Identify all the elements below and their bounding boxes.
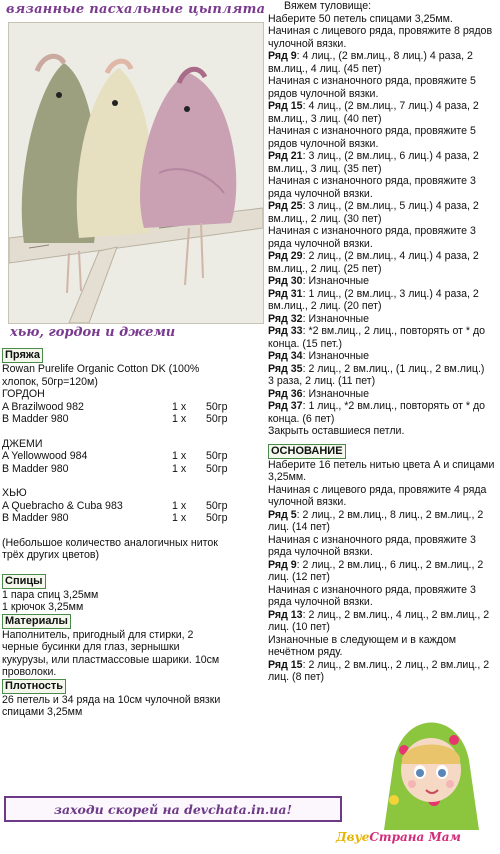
row-number: Ряд 36	[268, 387, 303, 400]
row-number: Ряд 9	[268, 50, 297, 62]
instruction-line	[268, 634, 498, 647]
instruction-text: Закрыть оставшиеся петли.	[268, 425, 405, 437]
instruction-text: Начиная с лицевого ряда, провяжите 4 ряда	[268, 483, 487, 496]
instruction-line	[268, 521, 498, 534]
row-number: Ряд 21	[268, 150, 303, 162]
instruction-line	[268, 459, 498, 472]
instruction-line	[268, 63, 498, 76]
instruction-line	[268, 163, 498, 176]
yarn-header: Пряжа	[2, 348, 43, 363]
instruction-line	[268, 350, 498, 363]
yarn-row: A Yellowwood 984 1 x 50гр	[2, 450, 228, 462]
instruction-line	[268, 546, 498, 559]
instruction-text: 3,25мм.	[268, 471, 307, 483]
instruction-text: Начиная с изнаночного ряда, провяжите 5	[268, 75, 476, 87]
materials-column	[2, 348, 264, 719]
row-number: Ряд 34	[268, 350, 303, 362]
chick-names: хью, гордон и джеми	[10, 325, 176, 340]
instruction-text: вм.лиц., 2 лиц. (30 пет)	[268, 212, 382, 225]
instruction-line	[268, 559, 498, 572]
instruction-line	[268, 238, 498, 251]
yarn-row: B Madder 980 1 x 50гр	[2, 462, 228, 475]
instruction-line	[268, 288, 498, 301]
density-line: спицами 3,25мм	[2, 706, 83, 718]
row-number: Ряд 15	[268, 658, 303, 671]
instruction-line	[268, 113, 498, 126]
logo-part: Двуе	[336, 830, 370, 844]
yarn-row: A Quebracho & Cuba 983 1 x 50гр	[2, 499, 228, 512]
instruction-text: : Изнаночные	[302, 387, 370, 400]
doll-illustration	[364, 700, 496, 830]
materials-line: Наполнитель, пригодный для стирки, 2	[2, 628, 194, 641]
materials-header: Материалы	[2, 614, 71, 629]
instruction-text: : 2 лиц., 2 вм.лиц., 4 лиц., 2 вм.лиц., 2	[302, 608, 490, 621]
instruction-text: : Изнаночные	[302, 275, 370, 287]
instruction-line	[268, 38, 498, 51]
instruction-text: ряда чулочной вязки.	[268, 596, 373, 608]
row-number: Ряд 35	[268, 362, 303, 375]
instructions-column	[268, 0, 498, 684]
instruction-text: Начиная с изнаночного ряда, провяжите 3	[268, 533, 476, 546]
instruction-text: : *2 вм.лиц., 2 лиц., повторять от * до	[302, 325, 486, 337]
instruction-text: Изнаночные в следующем и в каждом	[268, 633, 457, 646]
instruction-text: : 2 лиц., 2 вм.лиц., 8 лиц., 2 вм.лиц., 2	[296, 508, 484, 521]
row-number: Ряд 9	[268, 558, 297, 571]
instruction-text: Начиная с изнаночного ряда, провяжите 5	[268, 125, 476, 137]
instruction-line	[268, 484, 498, 497]
yarn-desc: Rowan Purelife Organic Cotton DK (100%	[2, 363, 200, 375]
instruction-line	[268, 509, 498, 522]
instruction-line	[268, 534, 498, 547]
instruction-line	[268, 88, 498, 101]
base-header: ОСНОВАНИЕ	[268, 444, 346, 459]
instruction-line	[268, 425, 498, 438]
materials-line: кукурузы, или пластмассовые шарики. 10см	[2, 653, 220, 666]
instruction-text: : 2 лиц., 2 вм.лиц., 2 лиц., 2 вм.лиц., 2	[302, 658, 490, 671]
instruction-text: вм.лиц., 2 лиц. (25 пет)	[268, 262, 382, 275]
instruction-text: лиц. (14 пет)	[268, 521, 330, 533]
instruction-line	[268, 313, 498, 326]
instruction-text: конца. (6 пет)	[268, 412, 335, 425]
instruction-line	[268, 671, 498, 684]
instruction-line	[268, 413, 498, 426]
instruction-line	[268, 175, 498, 188]
instruction-text: конца. (15 пет.)	[268, 337, 343, 350]
materials-line: черные бусинки для глаз, зернышки	[2, 641, 180, 653]
instruction-line	[268, 388, 498, 401]
instruction-line	[268, 375, 498, 388]
instruction-text: : 2 лиц., 2 вм.лиц., 6 лиц., 2 вм.лиц., 2	[296, 558, 484, 571]
instruction-line	[268, 338, 498, 351]
instruction-text: Начиная с изнаночного ряда, провяжите 3	[268, 583, 476, 596]
instruction-line	[268, 138, 498, 151]
instruction-text: ряда чулочной вязки.	[268, 546, 373, 558]
instruction-text: : 3 лиц., (2 вм.лиц., 5 лиц.) 4 раза, 2	[302, 200, 479, 212]
yarn-note: трёх других цветов)	[2, 549, 100, 561]
instruction-text: : 1 лиц., *2 вм.лиц., повторять от * до	[302, 400, 486, 412]
instruction-line	[268, 213, 498, 226]
body-instructions	[268, 13, 498, 438]
instruction-text: рядов чулочной вязки.	[268, 87, 379, 100]
instruction-line	[268, 250, 498, 263]
instruction-text: Начиная с лицевого ряда, провяжите 8 рядов	[268, 25, 493, 37]
instruction-line	[268, 584, 498, 597]
yarn-row: A Brazilwood 982 1 x 50гр	[2, 400, 228, 413]
instruction-line	[268, 263, 498, 276]
instruction-line	[268, 609, 498, 622]
gordon-title: ГОРДОН	[2, 388, 45, 400]
instruction-text: Начиная с изнаночного ряда, провяжите 3	[268, 175, 476, 187]
instruction-line	[268, 325, 498, 338]
instruction-text: вм.лиц., 4 лиц. (45 пет)	[268, 62, 382, 75]
instruction-text: лиц. (12 пет)	[268, 571, 330, 583]
instruction-line	[268, 25, 498, 38]
instruction-text: вм.лиц., 3 лиц. (40 пет)	[268, 112, 382, 125]
instruction-text: лиц. (8 пет)	[268, 671, 325, 683]
row-number: Ряд 5	[268, 508, 297, 521]
instruction-text: 3 раза, 2 лиц. (11 пет)	[268, 375, 376, 387]
instruction-text: : Изнаночные	[302, 312, 370, 325]
instruction-line	[268, 50, 498, 63]
instruction-text: : 2 лиц., 2 вм.лиц., (1 лиц., 2 вм.лиц.)	[302, 362, 485, 375]
logo-part: Страна Мам	[369, 830, 461, 844]
instruction-text: Наберите 16 петель нитью цвета А и спицами	[268, 458, 495, 471]
needles-header: Спицы	[2, 574, 46, 589]
instruction-text: ряда чулочной вязки.	[268, 237, 373, 250]
instruction-line	[268, 496, 498, 509]
yarn-row: B Madder 980 1 x 50гр	[2, 512, 228, 524]
instruction-text: Начиная с изнаночного ряда, провяжите 3	[268, 225, 476, 237]
hugh-title: ХЬЮ	[2, 487, 27, 499]
yarn-desc: хлопок, 50гр=120м)	[2, 375, 98, 388]
instruction-line	[268, 188, 498, 201]
instruction-text: рядов чулочной вязки.	[268, 137, 379, 150]
instruction-text: чулочной вязки.	[268, 37, 347, 50]
row-number: Ряд 33	[268, 325, 303, 337]
page-title: вязанные пасхальные цыплята	[6, 2, 266, 17]
row-number: Ряд 15	[268, 100, 303, 112]
base-instructions	[268, 459, 498, 684]
materials-line: проволоки.	[2, 666, 57, 678]
instruction-line	[268, 621, 498, 634]
yarn-note: (Небольшое количество аналогичных ниток	[2, 536, 218, 549]
row-number: Ряд 31	[268, 287, 303, 300]
instruction-line	[268, 150, 498, 163]
density-header: Плотность	[2, 679, 66, 694]
row-number: Ряд 32	[268, 312, 303, 325]
instruction-line	[268, 646, 498, 659]
instruction-text: Наберите 50 петель спицами 3,25мм.	[268, 12, 453, 25]
instruction-line	[268, 225, 498, 238]
instruction-line	[268, 571, 498, 584]
chicks-photo	[8, 22, 264, 324]
instruction-line	[268, 13, 498, 26]
instruction-line	[268, 471, 498, 484]
footer-banner: заходи скорей на devchata.in.ua!	[4, 796, 342, 822]
yarn-row: B Madder 980 1 x 50гр	[2, 413, 228, 425]
site-logo	[336, 830, 496, 850]
row-number: Ряд 29	[268, 250, 303, 262]
instruction-text: нечётном ряду.	[268, 646, 343, 658]
row-number: Ряд 25	[268, 200, 303, 212]
instruction-text: вм.лиц., 2 лиц. (20 пет)	[268, 300, 382, 312]
instruction-text: вм.лиц., 3 лиц. (35 пет)	[268, 162, 382, 175]
row-number: Ряд 30	[268, 275, 303, 287]
instruction-text: : 4 лиц., (2 вм.лиц., 8 лиц.) 4 раза, 2	[296, 50, 473, 62]
instruction-line	[268, 659, 498, 672]
instruction-line	[268, 596, 498, 609]
instruction-line	[268, 275, 498, 288]
instruction-text: : 4 лиц., (2 вм.лиц., 7 лиц.) 4 раза, 2	[302, 100, 479, 112]
instruction-line	[268, 125, 498, 138]
instruction-text: ряда чулочной вязки.	[268, 187, 373, 200]
instruction-text: лиц. (10 пет)	[268, 621, 330, 633]
instruction-line	[268, 300, 498, 313]
instruction-text: чулочной вязки.	[268, 496, 347, 508]
instruction-text: : Изнаночные	[302, 350, 370, 362]
instruction-line	[268, 400, 498, 413]
instruction-line	[268, 363, 498, 376]
instruction-line	[268, 100, 498, 113]
instruction-text: : 1 лиц., (2 вм.лиц., 3 лиц.) 4 раза, 2	[302, 287, 479, 300]
body-title: Вяжем туловище:	[284, 0, 372, 12]
instruction-text: : 2 лиц., (2 вм.лиц., 4 лиц.) 4 раза, 2	[302, 250, 479, 262]
density-line: 26 петель и 34 ряда на 10см чулочной вязки	[2, 693, 221, 706]
knitted-chicks-image	[9, 23, 263, 323]
jemy-title: ДЖЕМИ	[2, 437, 43, 450]
doll-image	[364, 700, 496, 830]
instruction-line	[268, 75, 498, 88]
row-number: Ряд 37	[268, 400, 303, 412]
needles-line: 1 крючок 3,25мм	[2, 601, 84, 613]
needles-line: 1 пара спиц 3,25мм	[2, 588, 99, 601]
row-number: Ряд 13	[268, 608, 303, 621]
instruction-text: : 3 лиц., (2 вм.лиц., 6 лиц.) 4 раза, 2	[302, 150, 479, 162]
instruction-line	[268, 200, 498, 213]
